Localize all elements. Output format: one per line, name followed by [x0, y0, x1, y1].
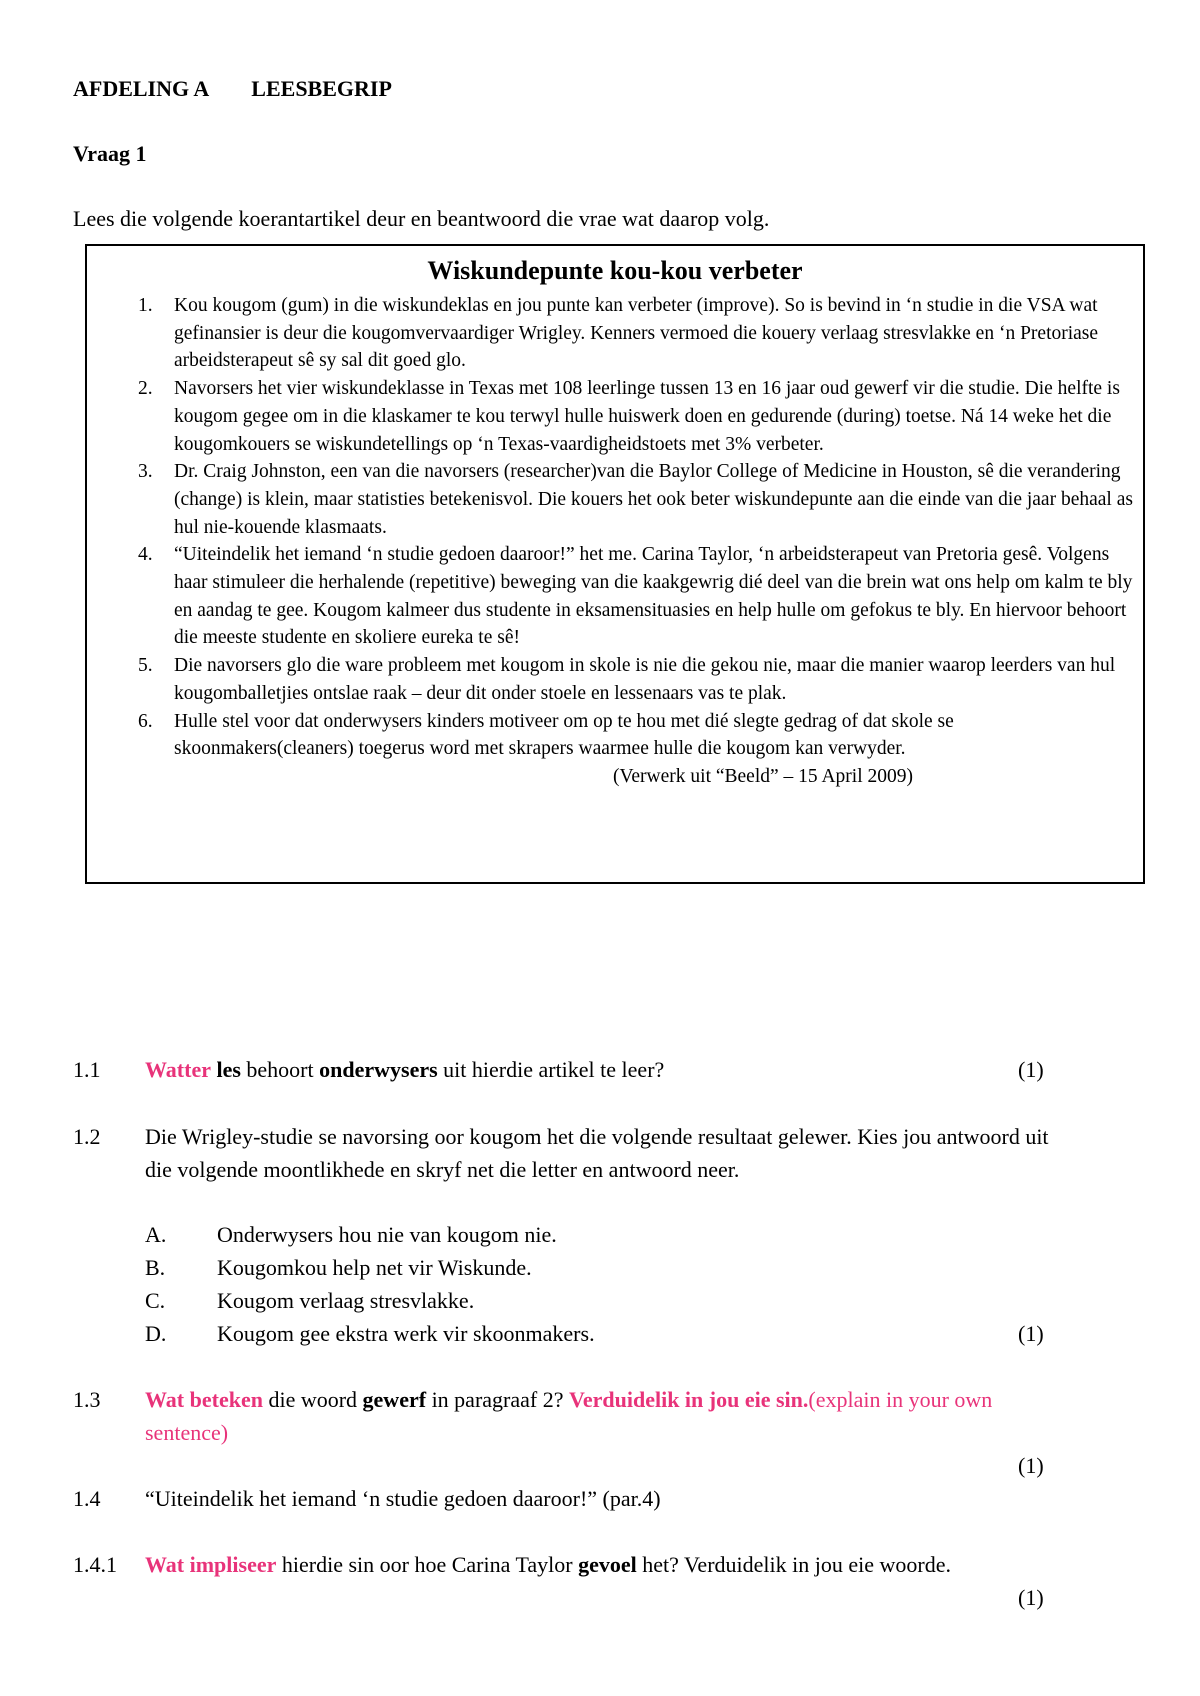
article-paragraphs — [87, 292, 1143, 763]
answer-option — [145, 1251, 595, 1284]
marks: (1) — [1018, 1453, 1044, 1478]
emphasis: Watter — [145, 1057, 211, 1082]
paragraph-text: Navorsers het vier wiskundeklasse in Texas met 108 leerlinge tussen 13 en 16 jaar oud gewerf vir die studie. Die helfte is kougom gegee om in die klaskamer te kou terwyl hulle huiswerk doen en gedurende (during) toetse. Ná 14 weke het die kougomkouers se wiskundetellings op ‘n Texas-vaardigheidstoets met 3% verbeter. — [174, 378, 1120, 455]
emphasis-bold: gewerf — [362, 1387, 427, 1412]
option-letter: A. — [145, 1222, 167, 1247]
emphasis-bold: les — [216, 1057, 241, 1082]
emphasis: Wat impliseer — [145, 1552, 277, 1577]
emphasis: Wat beteken — [145, 1387, 263, 1412]
question-number: 1.2 — [73, 1124, 101, 1149]
question-text — [145, 1548, 1005, 1581]
question-1-4 — [73, 1482, 1073, 1515]
paragraph-number: 3. — [138, 461, 153, 483]
article-paragraph — [87, 292, 1143, 375]
section-title: LEESBEGRIP — [251, 76, 392, 101]
article-title: Wiskundepunte kou-kou verbeter — [427, 256, 803, 285]
question-number: 1.4 — [73, 1486, 101, 1511]
question-title: Vraag 1 — [73, 141, 147, 166]
article-paragraph — [87, 708, 1143, 763]
instruction: Lees die volgende koerantartikel deur en beantwoord die vrae wat daarop volg. — [73, 206, 770, 231]
marks: (1) — [1018, 1057, 1044, 1082]
paragraph-number: 4. — [138, 544, 153, 566]
answer-option — [145, 1317, 595, 1350]
question-text — [145, 1053, 1073, 1086]
section-label: AFDELING A — [73, 76, 210, 101]
paragraph-number: 2. — [138, 378, 153, 400]
paragraph-text: Dr. Craig Johnston, een van die navorsers (researcher)van die Baylor College of Medicine in Houston, sê die verandering (change) is klein, maar statisties betekenisvol. Die kouers het ook beter wiskundepunte aan die einde van die jaar behaal as hul nie-kouende klasmaats. — [174, 461, 1133, 538]
question-number: 1.3 — [73, 1387, 101, 1412]
text-run: behoort — [240, 1057, 320, 1082]
option-text: Onderwysers hou nie van kougom nie. — [217, 1222, 557, 1247]
option-text: Kougom gee ekstra werk vir skoonmakers. — [217, 1321, 595, 1346]
answer-option — [145, 1284, 595, 1317]
question-1-2 — [73, 1120, 1073, 1186]
translation-hint: (explain in your own sentence) — [145, 1387, 993, 1445]
question-text — [145, 1383, 1073, 1449]
emphasis-bold: gevoel — [578, 1552, 637, 1577]
option-text: Kougomkou help net vir Wiskunde. — [217, 1255, 532, 1280]
text-run: het? Verduidelik in jou eie woorde. — [636, 1552, 951, 1577]
question-number: 1.4.1 — [73, 1552, 117, 1577]
paragraph-number: 5. — [138, 655, 153, 677]
article-box — [85, 244, 1145, 884]
option-text: Kougom verlaag stresvlakke. — [217, 1288, 475, 1313]
paragraph-text: “Uiteindelik het iemand ‘n studie gedoen daaroor!” het me. Carina Taylor, ‘n arbeidsterapeut van Pretoria gesê. Volgens haar stimuleer die herhalende (repetitive) beweging van die kaakgewrig dié deel van die brein wat ons help om kalm te bly en aandag te gee. Kougom kalmeer dus studente in eksamensituasies en help hulle om gefokus te bly. En hiervoor behoort die meeste studente en skoliere eureka te sê! — [174, 544, 1133, 649]
emphasis-bold: onderwysers — [319, 1057, 438, 1082]
article-source: (Verwerk uit “Beeld” – 15 April 2009) — [612, 765, 913, 787]
question-text: Die Wrigley-studie se navorsing oor kougom het die volgende resultaat gelewer. Kies jou antwoord uit die volgende moontlikhede en skryf net die letter en antwoord neer. — [145, 1124, 1049, 1182]
paragraph-number: 1. — [138, 295, 153, 316]
question-1-3 — [73, 1383, 1073, 1478]
emphasis: Verduidelik in jou eie sin. — [568, 1387, 809, 1412]
article-paragraph — [87, 375, 1143, 458]
article-paragraph — [87, 652, 1143, 707]
paragraph-text: Kou kougom (gum) in die wiskundeklas en jou punte kan verbeter (improve). So is bevind in ‘n studie in die VSA wat gefinansier is deur die kougomvervaardiger Wrigley. Kenners vermoed die kouery verlaag stresvlakke en ‘n Pretoriase arbeidsterapeut sê sy sal dit goed glo. — [174, 295, 1099, 372]
question-text: “Uiteindelik het iemand ‘n studie gedoen daaroor!” (par.4) — [145, 1486, 661, 1511]
paragraph-number: 6. — [138, 710, 153, 732]
option-letter: C. — [145, 1288, 166, 1313]
article-paragraph — [87, 541, 1143, 652]
question-1-4-1 — [73, 1548, 1073, 1610]
option-letter: D. — [145, 1321, 167, 1346]
answer-options — [145, 1218, 595, 1350]
paragraph-text: Hulle stel voor dat onderwysers kinders motiveer om op te hou met dié slegte gedrag of dat skole se skoonmakers(cleaners) toegerus word met skrapers waarmee hulle die kougom kan verwyder. — [174, 710, 954, 760]
paragraph-text: Die navorsers glo die ware probleem met kougom in skole is nie die gekou nie, maar die manier waarop leerders van hul kougomballetjies ontslae raak – deur dit onder stoele en lessenaars vas te plak. — [174, 655, 1116, 704]
text-run: in paragraaf 2? — [426, 1387, 569, 1412]
question-1-1 — [73, 1053, 1073, 1086]
article-paragraph — [87, 458, 1143, 541]
text-run: uit hierdie artikel te leer? — [437, 1057, 665, 1082]
text-run: die woord — [262, 1387, 363, 1412]
question-number: 1.1 — [73, 1057, 101, 1082]
option-letter: B. — [145, 1255, 166, 1280]
marks: (1) — [1018, 1321, 1044, 1346]
marks: (1) — [1018, 1585, 1044, 1610]
answer-option — [145, 1218, 595, 1251]
section-heading — [73, 76, 392, 102]
text-run: hierdie sin oor hoe Carina Taylor — [276, 1552, 579, 1577]
